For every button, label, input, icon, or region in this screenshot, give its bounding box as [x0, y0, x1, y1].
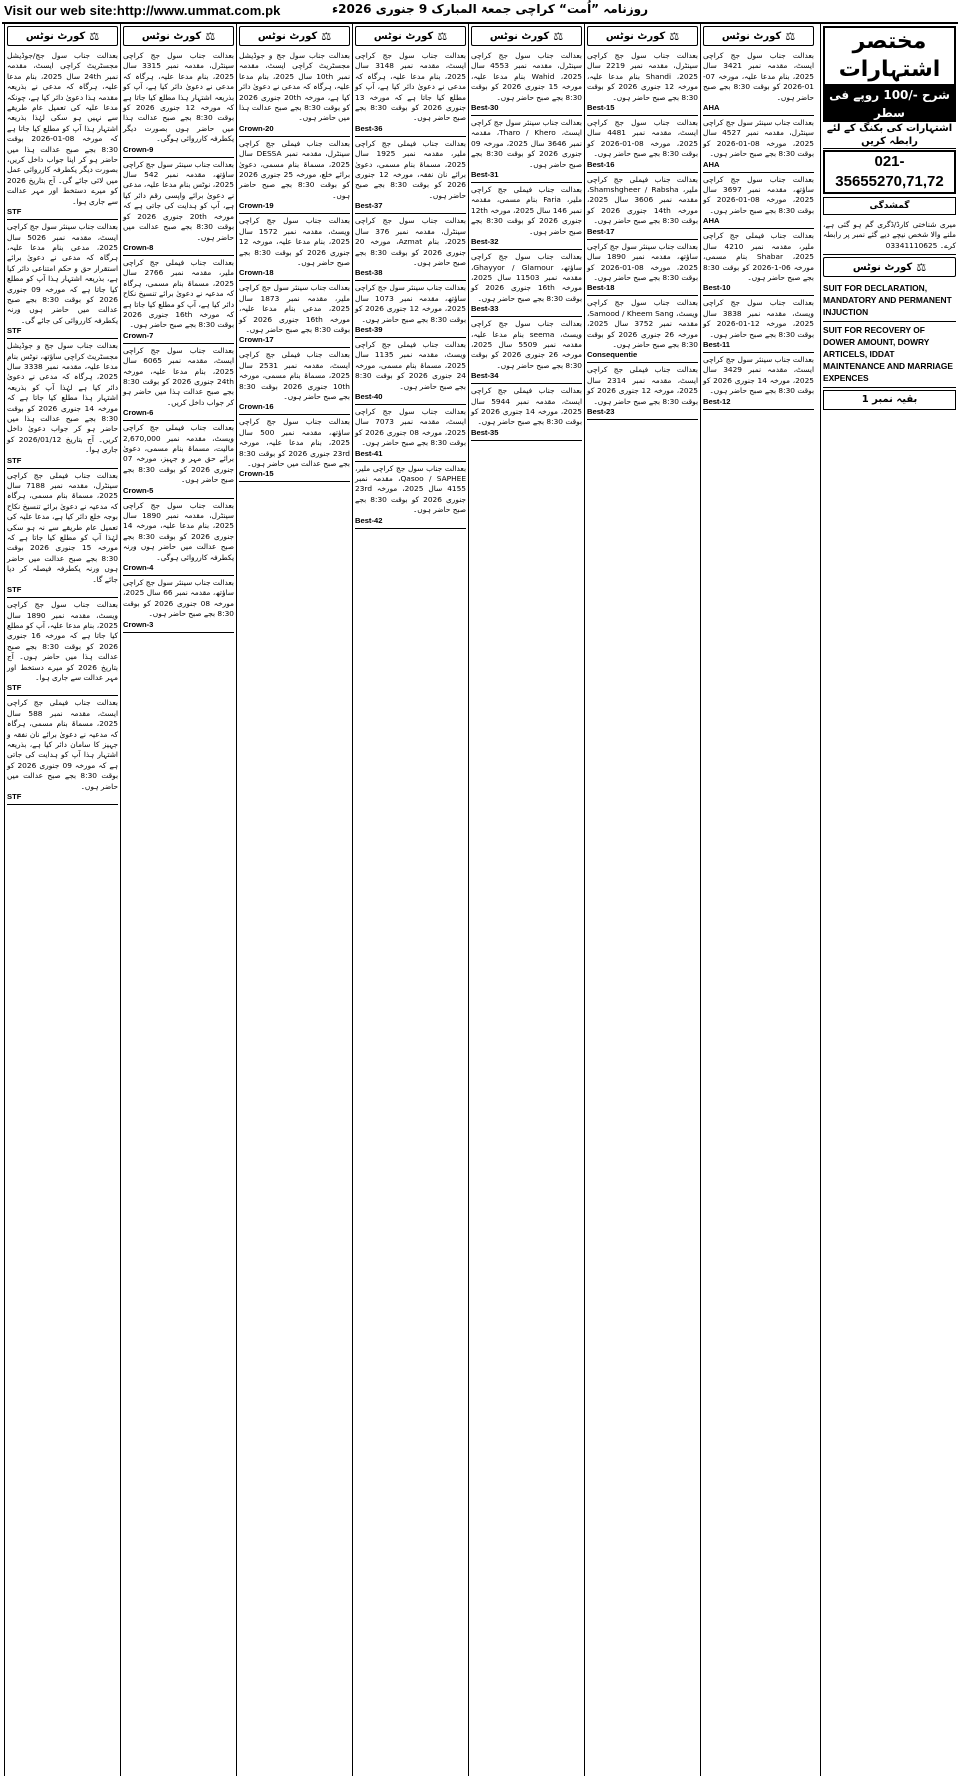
court-notice — [123, 421, 234, 498]
notice-tag: STF — [7, 326, 22, 336]
court-notice — [471, 384, 582, 441]
court-notice — [587, 296, 698, 363]
notice-text: بعدالت جناب سول جج کراچی ویسٹ، مقدمہ نمبر 3838 سال 2025، مورخہ 12-01-2026 کو بوقت 8:30 بجے صبح حاضر ہوں۔ — [703, 298, 814, 339]
notice-text: بعدالت جناب سینئر سول جج کراچی ساؤتھ، مقدمہ نمبر 66 سال 2025، مورخہ 08 جنوری 2026 کو بوقت 8:30 بجے صبح حاضر ہوں۔ — [123, 578, 234, 619]
suit-recovery-text: SUIT FOR RECOVERY OF DOWER AMOUNT, DOWRY ARTICELS, IDDAT MAINTENANCE AND MARRIAGE EXPENCES — [823, 322, 956, 388]
court-notice-label: کورٹ نوٹس — [852, 261, 913, 273]
notice-tag: Best-11 — [703, 339, 731, 349]
notice-tag: Crown-3 — [123, 619, 154, 629]
notice-tag: Best-38 — [355, 268, 383, 278]
notice-column — [120, 24, 236, 1776]
classified-rate: شرح -/100 روپے فی سطر — [823, 86, 956, 122]
notice-tag: AHA — [703, 103, 720, 113]
court-notice — [355, 214, 466, 281]
notice-text: بعدالت جناب فیملی جج کراچی ایسٹ، مقدمہ نمبر 2531 سال 2025، مسماۃ بنام مسمی، مورخہ 10th جنوری 2026 بوقت 8:30 بجے صبح حاضر ہوں۔ — [239, 350, 350, 401]
notice-tag: STF — [7, 585, 22, 595]
court-notice — [471, 116, 582, 183]
court-notice — [471, 250, 582, 317]
notice-tag: Best-36 — [355, 123, 383, 133]
court-notice — [703, 173, 814, 230]
notice-text: بعدالت جناب سول جج/جوڈیشل مجسٹریٹ کراچی ایسٹ، مقدمہ نمبر 24th سال 2025، بنام مدعا علیہ، ہرگاہ کہ مدعی نے بذریعہ مقدمہ ہذا دعویٰ دائر کیا ہے، چونکہ مدعا علیہ کی تعمیل عام طریقے سے نہیں ہو سکی لہٰذا بذریعہ اشتہار ہذا آپ کو مطلع کیا جاتا ہے کہ مورخہ 08-01-2026 بوقت 8:30 بجے صبح عدالت ہذا میں حاضر ہو کر اپنا جواب داخل کریں، بصورت دیگر یکطرفہ کارروائی عمل میں لائی جائے گی۔ آج بتاریخ 2026 کو میرے دستخط اور مہر عدالت سے جاری ہوا۔ — [7, 51, 118, 206]
court-notice-label: کورٹ نوٹس — [25, 30, 86, 42]
court-notice — [355, 462, 466, 529]
notice-tag: STF — [7, 792, 22, 801]
notice-text: بعدالت جناب فیملی جج کراچی ویسٹ، مقدمہ نمبر 2,670,000 مالیت، مسماۃ بنام مسمی، دعویٰ برائے حق مہر و جہیز، مورخہ 07 جنوری 2026 کو بوقت 8:30 بجے صبح حاضر ہوں۔ — [123, 423, 234, 485]
notice-text: بعدالت جناب سول جج کراچی ایسٹ، مقدمہ نمبر 3148 سال 2025، بنام مدعا علیہ، ہرگاہ کہ مدعی نے دعویٰ دائر کیا ہے، آپ کو مطلع کیا جاتا ہے کہ مورخہ 13 جنوری 2026 کو بوقت 8:30 بجے صبح حاضر ہوں۔ — [355, 51, 466, 123]
court-notice — [7, 696, 118, 805]
notice-tag: Crown-16 — [239, 402, 274, 412]
court-notice — [471, 317, 582, 384]
notice-text: بعدالت جناب سول جج کراچی سینٹرل، مقدمہ نمبر 2219 سال 2025، Shandi بنام مدعا علیہ، مورخہ 12 جنوری 2026 کو بوقت 8:30 بجے صبح حاضر ہوں۔ — [587, 51, 698, 102]
dateline: روزنامہ ”اُمت“ کراچی جمعۃ المبارک 9 جنوری 2026ء — [331, 2, 648, 16]
notice-tag: Crown-8 — [123, 242, 154, 252]
court-notice-label: کورٹ نوٹس — [257, 30, 318, 42]
notice-text: بعدالت جناب فیملی جج کراچی ملیر، Shamshgheer / Rabsha، مقدمہ نمبر 3606 سال 2025، مورخہ 14th جنوری 2026 کو بوقت 8:30 بجے صبح حاضر ہوں۔ — [587, 174, 699, 226]
lost-found-header: گمشدگی — [823, 197, 956, 215]
notice-text: بعدالت جناب سینئر سول جج کراچی سینٹرل، مقدمہ نمبر 4527 سال 2025، مورخہ 08-01-2026 کو بوقت 8:30 بجے صبح حاضر ہوں۔ — [703, 118, 814, 159]
court-notice-header — [355, 26, 466, 46]
gavel-icon: ⚖ — [916, 260, 927, 274]
notice-tag: Best-42 — [355, 515, 383, 525]
court-notice — [7, 598, 118, 696]
classified-booking: اشتہارات کی بکنگ کے لئے رابطہ کریں — [823, 122, 956, 149]
notice-text: بعدالت جناب فیملی جج کراچی ملیر، مقدمہ نمبر 4210 سال 2025، Shabar بنام مسمی، مورخہ 06-1-2026 کو بوقت 8:30 بجے صبح حاضر ہوں۔ — [703, 231, 814, 282]
notice-tag: AHA — [703, 216, 720, 226]
gavel-icon: ⚖ — [205, 29, 216, 43]
notice-text: بعدالت جناب فیملی جج کراچی ملیر، مقدمہ نمبر 2766 سال 2025، مسماۃ بنام مسمی، ہرگاہ کہ مدعیہ نے دعویٰ برائے تنسیخ نکاح دائر کیا ہے، آپ کو مطلع کیا جاتا ہے کہ مورخہ 16th جنوری 2026 بوقت 8:30 بجے صبح حاضر ہوں۔ — [123, 257, 234, 330]
notice-tag: STF — [7, 683, 22, 693]
court-notice — [703, 49, 814, 116]
court-notice-label: کورٹ نوٹس — [721, 30, 782, 42]
notice-tag: Best-23 — [587, 406, 615, 416]
court-notice-header — [823, 257, 956, 277]
notice-text: بعدالت جناب فیملی جج کراچی سینٹرل، مقدمہ نمبر DESSA سال 2025، مسماۃ بنام مسمی، دعویٰ برائے خلع، مورخہ 25 جنوری 2026 کو بوقت 8:30 بجے صبح حاضر ہوں۔ — [239, 138, 351, 200]
notice-text: بعدالت جناب سول جج کراچی سینٹرل، مقدمہ نمبر 3315 سال 2025، بنام مدعا علیہ، ہرگاہ کہ مدعی نے دعویٰ دائر کیا ہے، آپ کو بذریعہ اشتہار ہذا مطلع کیا جاتا ہے کہ مورخہ 12 جنوری 2026 کو بوقت 8:30 بجے صبح عدالت ہذا میں حاضر ہوں بصورت دیگر یکطرفہ کارروائی ہوگی۔ — [123, 51, 235, 144]
court-notice — [471, 49, 582, 116]
court-notice — [239, 214, 350, 281]
notice-tag: STF — [7, 207, 22, 217]
notice-text: بعدالت جناب سول جج کراچی ایسٹ، مقدمہ نمبر 6065 سال 2025، بنام مدعا علیہ، مورخہ 24th جنوری 2026 کو بوقت 8:30 بجے صبح عدالت ہذا میں حاضر ہو کر جواب داخل کریں۔ — [123, 345, 234, 407]
court-notice — [239, 348, 350, 415]
notice-tag: Best-16 — [587, 159, 615, 169]
notice-tag: Best-40 — [355, 391, 383, 401]
gavel-icon: ⚖ — [89, 29, 100, 43]
notice-column — [236, 24, 352, 1776]
notice-text: بعدالت جناب سول جج کراچی ملیر، Qasoo / SAPHEE، مقدمہ نمبر 4155 سال 2025، مورخہ 23rd جنوری 2026 کو بوقت 8:30 بجے صبح حاضر ہوں۔ — [355, 463, 467, 515]
court-notice-header — [471, 26, 582, 46]
notice-tag: Crown-17 — [239, 335, 274, 345]
court-notice — [239, 49, 350, 137]
notice-text: بعدالت جناب فیملی جج کراچی ایسٹ، مقدمہ نمبر 588 سال 2025، مسماۃ بنام مسمی، ہرگاہ کہ مدعیہ نے دعویٰ برائے نان نفقہ و جہیز کا سامان دائر کیا ہے، بذریعہ اشتہار ہذا آپ کو ہدایت کی جاتی ہے کہ مورخہ 09 جنوری 2026 کو بوقت 8:30 بجے صبح عدالت میں حاضر ہوں۔ — [7, 698, 119, 791]
notice-tag: Best-18 — [587, 283, 615, 293]
court-notice — [587, 173, 698, 240]
notice-text: بعدالت جناب سول جج کراچی ساؤتھ، مقدمہ نمبر 3697 سال 2025، مورخہ 08-01-2026 کو بوقت 8:30 بجے صبح حاضر ہوں۔ — [703, 174, 814, 215]
notice-text: بعدالت جناب سول جج کراچی ایسٹ، مقدمہ نمبر 7073 سال 2025، مورخہ 08 جنوری 2026 کو بوقت 8:30 بجے صبح حاضر ہوں۔ — [355, 406, 466, 448]
gavel-icon: ⚖ — [669, 29, 680, 43]
notice-text: بعدالت جناب سول جج کراچی سینٹرل، مقدمہ نمبر 4553 سال 2025، Wahid بنام مدعا علیہ، مورخہ 15 جنوری 2026 کو بوقت 8:30 بجے صبح حاضر ہوں۔ — [471, 51, 582, 102]
court-notice — [703, 116, 814, 173]
notice-tag: Consequentie — [587, 350, 638, 360]
court-notice — [7, 49, 118, 220]
classified-column — [820, 24, 958, 1776]
court-notice-header — [703, 26, 814, 46]
court-notice — [703, 229, 814, 296]
notice-text: بعدالت جناب سینئر سول جج کراچی ایسٹ، مقدمہ نمبر 3429 سال 2025، مورخہ 14 جنوری 2026 کو بوقت 8:30 بجے صبح حاضر ہوں۔ — [703, 354, 814, 396]
notice-text: بعدالت جناب سینئر سول جج کراچی ساؤتھ، مقدمہ نمبر 1890 سال 2025، مورخہ 08-01-2026 کو بوقت 8:30 بجے صبح حاضر ہوں۔ — [587, 241, 698, 282]
notice-text: بعدالت جناب سول جج کراچی سینٹرل، مقدمہ نمبر 376 سال 2025، بنام Azmat، مورخہ 20 جنوری 2026 کو بوقت 8:30 بجے صبح حاضر ہوں۔ — [355, 216, 466, 267]
court-notice-label: کورٹ نوٹس — [489, 30, 550, 42]
court-notice — [355, 405, 466, 462]
court-notice — [123, 499, 234, 576]
notice-text: بعدالت جناب سول جج کراچی ویسٹ، Samood / Kheem Sang، مقدمہ نمبر 3752 سال 2025، مورخہ 26 جنوری 2026 کو بوقت 8:30 بجے صبح حاضر ہوں۔ — [587, 298, 699, 349]
notice-text: بعدالت جناب سول جج کراچی ویسٹ، مقدمہ نمبر 1890 سال 2025، بنام مدعا علیہ، آپ کو مطلع کیا جاتا ہے کہ مورخہ 16 جنوری 2026 کو بوقت 8:30 بجے صبح عدالت ہذا میں حاضر ہوں۔ آج بتاریخ 2026 کو میرے دستخط اور مہر عدالت سے جاری ہوا۔ — [7, 600, 118, 682]
notice-tag: Crown-18 — [239, 268, 274, 278]
gavel-icon: ⚖ — [321, 29, 332, 43]
notice-tag: Best-41 — [355, 448, 383, 458]
notice-tag: Crown-4 — [123, 563, 154, 573]
notice-tag: Best-35 — [471, 427, 499, 437]
notice-text: بعدالت جناب سول جج کراچی ویسٹ، مقدمہ نمبر 1572 سال 2025، بنام مدعا علیہ، مورخہ 12 جنوری 2026 کو بوقت 8:30 بجے صبح حاضر ہوں۔ — [239, 216, 350, 267]
classified-phone[interactable]: 021-35655270,71,72 — [823, 150, 956, 194]
notice-text: بعدالت جناب سول جج و جوڈیشل مجسٹریٹ کراچی ساؤتھ، نوٹس بنام مدعا علیہ، مقدمہ نمبر 3338 سال 2025، ہرگاہ کہ مدعی نے دعویٰ دائر کیا ہے لہٰذا آپ کو بذریعہ اشتہار ہذا مطلع کیا جاتا ہے کہ مورخہ 14 جنوری 2026 کو بوقت 8:30 بجے صبح عدالت ہذا میں حاضر ہو کر جواب دعویٰ داخل کریں۔ آج بتاریخ 2026/01/12 کو جاری ہوا۔ — [7, 341, 119, 455]
notice-column — [352, 24, 468, 1776]
notice-tag: Best-31 — [471, 170, 499, 180]
court-notice — [123, 158, 234, 256]
court-notice — [355, 281, 466, 338]
notice-tag: Best-34 — [471, 371, 499, 381]
court-notice-header — [239, 26, 350, 46]
court-notice — [355, 49, 466, 137]
notice-column — [584, 24, 700, 1776]
notice-tag: Crown-19 — [239, 201, 274, 211]
notice-tag: Best-39 — [355, 324, 383, 334]
court-notice — [7, 339, 118, 468]
notice-text: بعدالت جناب فیملی جج کراچی ایسٹ، مقدمہ نمبر 5944 سال 2025، مورخہ 14 جنوری 2026 کو بوقت 8:30 بجے صبح حاضر ہوں۔ — [471, 386, 582, 427]
gavel-icon: ⚖ — [553, 29, 564, 43]
court-notice — [239, 137, 350, 214]
gavel-icon: ⚖ — [785, 29, 796, 43]
notice-text: بعدالت جناب سول جج کراچی ایسٹ، مقدمہ نمبر 3421 سال 2025، بنام مدعا علیہ، مورخہ 07-01-2026 کو بوقت 8:30 بجے صبح حاضر ہوں۔ — [703, 51, 814, 102]
court-notice — [355, 137, 466, 214]
notice-text: بعدالت جناب سینئر سول جج کراچی ایسٹ، Tharo / Khero، مقدمہ نمبر 3646 سال 2025، مورخہ 09 جنوری 2026 کو بوقت 8:30 بجے صبح حاضر ہوں۔ — [471, 118, 582, 169]
notice-tag: STF — [7, 455, 22, 465]
court-notice — [123, 49, 234, 158]
notice-tag: Best-30 — [471, 103, 499, 113]
notice-tag: Crown-6 — [123, 408, 154, 418]
court-notice — [7, 220, 118, 339]
court-notice-label: کورٹ نوٹس — [141, 30, 202, 42]
court-notice-label: کورٹ نوٹس — [373, 30, 434, 42]
classified-title: مختصر اشتہارات — [823, 26, 956, 86]
notice-tag: Best-12 — [703, 396, 731, 406]
court-notice — [703, 353, 814, 410]
notice-column — [4, 24, 120, 1776]
notice-text: بعدالت جناب سول جج کراچی سینٹرل، مقدمہ نمبر 1890 سال 2025، بنام مدعا علیہ، مورخہ 14 جنوری 2026 کو بوقت 8:30 بجے صبح عدالت میں حاضر ہوں ورنہ یکطرفہ کارروائی ہوگی۔ — [123, 500, 234, 562]
court-notice-header — [7, 26, 118, 46]
notice-column — [468, 24, 584, 1776]
notice-tag: Crown-15 — [239, 469, 274, 479]
notice-text: بعدالت جناب فیملی جج کراچی ملیر، مقدمہ نمبر 1925 سال 2025، مسماۃ بنام مسمی، دعویٰ برائے نان نفقہ، مورخہ 12 جنوری 2026 کو بوقت 8:30 بجے صبح حاضر ہوں۔ — [355, 138, 466, 200]
notice-text: بعدالت جناب فیملی جج کراچی ایسٹ، مقدمہ نمبر 2314 سال 2025، مورخہ 12 جنوری 2026 کو بوقت 8:30 بجے صبح حاضر ہوں۔ — [587, 365, 698, 406]
notice-text: بعدالت جناب سول جج کراچی ساؤتھ، Ghayyor / Glamour، مقدمہ نمبر 11503 سال 2025، مورخہ 16th جنوری 2026 کو بوقت 8:30 بجے صبح حاضر ہوں۔ — [471, 252, 582, 303]
court-notice-label: کورٹ نوٹس — [605, 30, 666, 42]
court-notice — [587, 116, 698, 173]
notice-text: بعدالت جناب سینئر سول جج کراچی ایسٹ، مقدمہ نمبر 5026 سال 2025، مدعی بنام مدعا علیہ، ہرگاہ کہ مدعی نے دعویٰ برائے استقرار حق و حکم امتناعی دائر کیا ہے، بذریعہ اشتہار ہذا آپ کو مطلع کیا جاتا ہے کہ مورخہ 09 جنوری 2026 کو بوقت 8:30 بجے صبح عدالت میں حاضر ہوں ورنہ یکطرفہ کارروائی کی جائے گی۔ — [7, 222, 118, 325]
notice-text: بعدالت جناب سول جج و جوڈیشل مجسٹریٹ کراچی ایسٹ، مقدمہ نمبر 10th سال 2025، بنام مدعا علیہ، ہرگاہ کہ مدعی نے دعویٰ دائر کیا ہے، مورخہ 20th جنوری 2026 کو بوقت 8:30 بجے صبح عدالت ہذا میں حاضر ہوں۔ — [239, 51, 350, 123]
court-notice — [355, 338, 466, 405]
notice-text: بعدالت جناب سینئر سول جج کراچی ساؤتھ، مقدمہ نمبر 1073 سال 2025، مورخہ 12 جنوری 2026 کو بوقت 8:30 بجے صبح حاضر ہوں۔ — [355, 283, 466, 324]
notice-tag: Best-15 — [587, 103, 615, 113]
court-notice — [587, 49, 698, 116]
notice-text: بعدالت جناب سینئر سول جج کراچی ساؤتھ، مقدمہ نمبر 542 سال 2025، نوٹس بنام مدعا علیہ، مدعی نے دعویٰ برائے واپسی رقم دائر کیا ہے، آپ کو ہدایت کی جاتی ہے کہ مورخہ 20th جنوری 2026 کو بوقت 8:30 بجے صبح عدالت میں حاضر ہوں۔ — [123, 159, 235, 242]
newspaper-page — [2, 22, 958, 1776]
notice-tag: Crown-7 — [123, 330, 154, 340]
notice-text: بعدالت جناب فیملی جج کراچی سینٹرل، مقدمہ نمبر 7188 سال 2025، مسماۃ بنام مسمی، ہرگاہ کہ مدعیہ نے دعویٰ برائے تنسیخ نکاح بوجہ خلع دائر کیا ہے، مدعا علیہ کی تعمیل عام طریقے سے نہ ہو سکی لہٰذا آپ کو مطلع کیا جاتا ہے کہ مورخہ 15 جنوری 2026 بوقت 8:30 بجے صبح عدالت میں حاضر ہوں ورنہ یکطرفہ فیصلہ کر دیا جائے گا۔ — [7, 470, 118, 584]
notice-tag: Crown-5 — [123, 485, 154, 495]
website-link[interactable]: Visit our web site:http://www.ummat.com.pk — [4, 3, 281, 18]
court-notice — [471, 183, 582, 250]
notice-text: بعدالت جناب سینئر سول جج کراچی ملیر، مقدمہ نمبر 1873 سال 2025، مدعی بنام مدعا علیہ، مورخہ 16th جنوری 2026 کو بوقت 8:30 بجے صبح حاضر ہوں۔ — [239, 283, 350, 334]
notice-tag: Best-32 — [471, 237, 499, 247]
court-notice — [703, 296, 814, 353]
court-notice-header — [587, 26, 698, 46]
court-notice — [239, 281, 350, 348]
notice-tag: Best-10 — [703, 283, 731, 293]
notice-text: بعدالت جناب سول جج کراچی ایسٹ، مقدمہ نمبر 4481 سال 2025، مورخہ 08-01-2026 کو بوقت 8:30 بجے صبح حاضر ہوں۔ — [587, 118, 698, 159]
notice-tag: Crown-9 — [123, 144, 154, 154]
notice-tag: Best-17 — [587, 226, 615, 236]
gavel-icon: ⚖ — [437, 29, 448, 43]
notice-text: بعدالت جناب سول جج کراچی ویسٹ، seema بنام مدعا علیہ، مقدمہ نمبر 5509 سال 2025، مورخہ 26 جنوری 2026 کو بوقت 8:30 بجے صبح حاضر ہوں۔ — [471, 319, 583, 370]
notice-tag: Best-33 — [471, 304, 499, 314]
notice-text: بعدالت جناب فیملی جج کراچی ویسٹ، مقدمہ نمبر 1135 سال 2025، مسماۃ بنام مسمی، مورخہ 24 جنوری 2026 کو بوقت 8:30 بجے صبح حاضر ہوں۔ — [355, 339, 466, 391]
top-bar — [0, 0, 960, 22]
lost-found-text: میری شناختی کارڈ/ڈگری گم ہو گئی ہے، ملنے والا شخص نیچے دیے گئے نمبر پر رابطہ کرے۔ 03341110625 — [823, 218, 956, 255]
notice-text: بعدالت جناب سول جج کراچی ساؤتھ، مقدمہ نمبر 500 سال 2025، بنام مدعا علیہ، مورخہ 23rd جنوری 2026 کو بوقت 8:30 بجے صبح عدالت میں حاضر ہوں۔ — [239, 417, 350, 468]
court-notice — [7, 469, 118, 598]
court-notice-header — [123, 26, 234, 46]
suit-declaration-text: SUIT FOR DECLARATION, MANDATORY AND PERMANENT INJUCTION — [823, 280, 956, 322]
notice-tag: Crown-20 — [239, 123, 274, 133]
court-notice — [239, 415, 350, 482]
continued-label: بقیہ نمبر 1 — [823, 390, 956, 410]
court-notice — [123, 576, 234, 633]
notice-column — [700, 24, 816, 1776]
notice-text: بعدالت جناب فیملی جج کراچی ملیر، Faria بنام مسمی، مقدمہ نمبر 146 سال 2025، مورخہ 12th جنوری 2026 کو بوقت 8:30 بجے صبح حاضر ہوں۔ — [471, 185, 583, 236]
court-notice — [587, 240, 698, 297]
court-notice — [123, 256, 234, 344]
notice-tag: Best-37 — [355, 201, 383, 211]
court-notice — [587, 363, 698, 420]
notice-tag: AHA — [703, 159, 720, 169]
court-notice — [123, 344, 234, 421]
